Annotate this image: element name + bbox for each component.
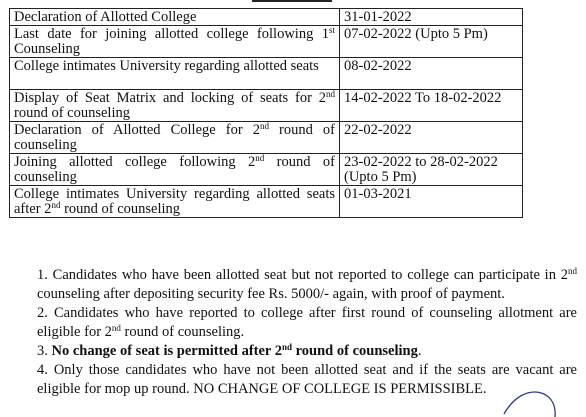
event-cell	[10, 122, 340, 154]
note-text: 2. Candidates who have reported to college after first round of counseling allotment are eligible for 2	[37, 305, 577, 340]
event-text: College intimates University regarding allotted seats	[14, 58, 319, 74]
note-text: 1. Candidates who have been allotted seat but not reported to college can participate in 2	[37, 267, 568, 283]
date-text: 08-02-2022	[344, 58, 412, 74]
event-text: Declaration of Allotted College	[14, 9, 197, 25]
date-cell	[340, 122, 523, 154]
note-text: No change of seat is permitted after 2	[51, 343, 282, 359]
note-emphasis	[52, 343, 418, 359]
note-text: round of counseling	[292, 343, 418, 359]
date-text: 22-02-2022	[344, 122, 412, 138]
table-row	[10, 26, 523, 58]
date-cell	[340, 58, 523, 90]
event-text: round of counseling	[14, 105, 130, 121]
date-cell	[340, 90, 523, 122]
date-cell	[340, 154, 523, 186]
note-number: 3.	[37, 343, 52, 359]
date-text: 31-01-2022	[344, 9, 412, 25]
date-text: 23-02-2022 to 28-02-2022 (Upto 5 Pm)	[344, 154, 498, 185]
ordinal-suffix: nd	[259, 121, 269, 131]
note-text: .	[417, 343, 422, 359]
table-row	[10, 90, 523, 122]
table-row	[10, 186, 523, 218]
ordinal-suffix: nd	[281, 342, 292, 352]
event-cell	[10, 90, 340, 122]
date-cell	[340, 9, 523, 26]
ordinal-suffix: nd	[255, 153, 265, 163]
event-text: Last date for joining allotted college following 1	[14, 26, 329, 42]
event-cell	[10, 186, 340, 218]
event-cell	[10, 9, 340, 26]
ordinal-suffix: nd	[51, 200, 61, 210]
event-cell	[10, 58, 340, 90]
date-cell	[340, 186, 523, 218]
event-text: Declaration of Allotted College for 2	[14, 122, 260, 138]
event-text: round of counseling	[14, 154, 335, 185]
note-4	[37, 361, 577, 399]
event-cell	[10, 26, 340, 58]
table-row	[10, 122, 523, 154]
event-text: Display of Seat Matrix and locking of seats for 2	[14, 90, 326, 106]
heading-underline	[252, 0, 332, 2]
table-row	[10, 58, 523, 90]
date-text: 07-02-2022 (Upto 5 Pm)	[344, 26, 488, 42]
event-text: College intimates University regarding allotted seats after 2	[14, 186, 335, 217]
table-row	[10, 9, 523, 26]
event-text: round of counseling	[14, 122, 335, 153]
ordinal-suffix: nd	[111, 323, 121, 333]
notes-section	[37, 266, 577, 399]
ordinal-suffix: nd	[568, 266, 577, 276]
pen-mark	[500, 384, 560, 417]
event-text: Counseling	[14, 41, 81, 57]
table-row	[10, 154, 523, 186]
ordinal-suffix: st	[328, 25, 335, 35]
note-2	[37, 304, 577, 342]
date-cell	[340, 26, 523, 58]
counseling-schedule-table	[9, 8, 523, 218]
event-text: round of counseling	[60, 201, 181, 217]
event-text: Joining allotted college following 2	[14, 154, 256, 170]
note-text: counseling after depositing security fee Rs. 5000/- again, with proof of payment.	[37, 286, 505, 302]
note-3	[37, 342, 577, 361]
event-cell	[10, 154, 340, 186]
note-text: round of counseling.	[120, 324, 245, 340]
note-text: 4. Only those candidates who have not been allotted seat and if the seats are vacant are eligible for mop up round. NO CHANGE OF COLLEGE IS PERMISSIBLE.	[37, 362, 577, 397]
ordinal-suffix: nd	[326, 89, 335, 99]
date-text: 14-02-2022 To 18-02-2022	[344, 90, 502, 106]
date-text: 01-03-2021	[344, 186, 412, 202]
note-1	[37, 266, 577, 304]
